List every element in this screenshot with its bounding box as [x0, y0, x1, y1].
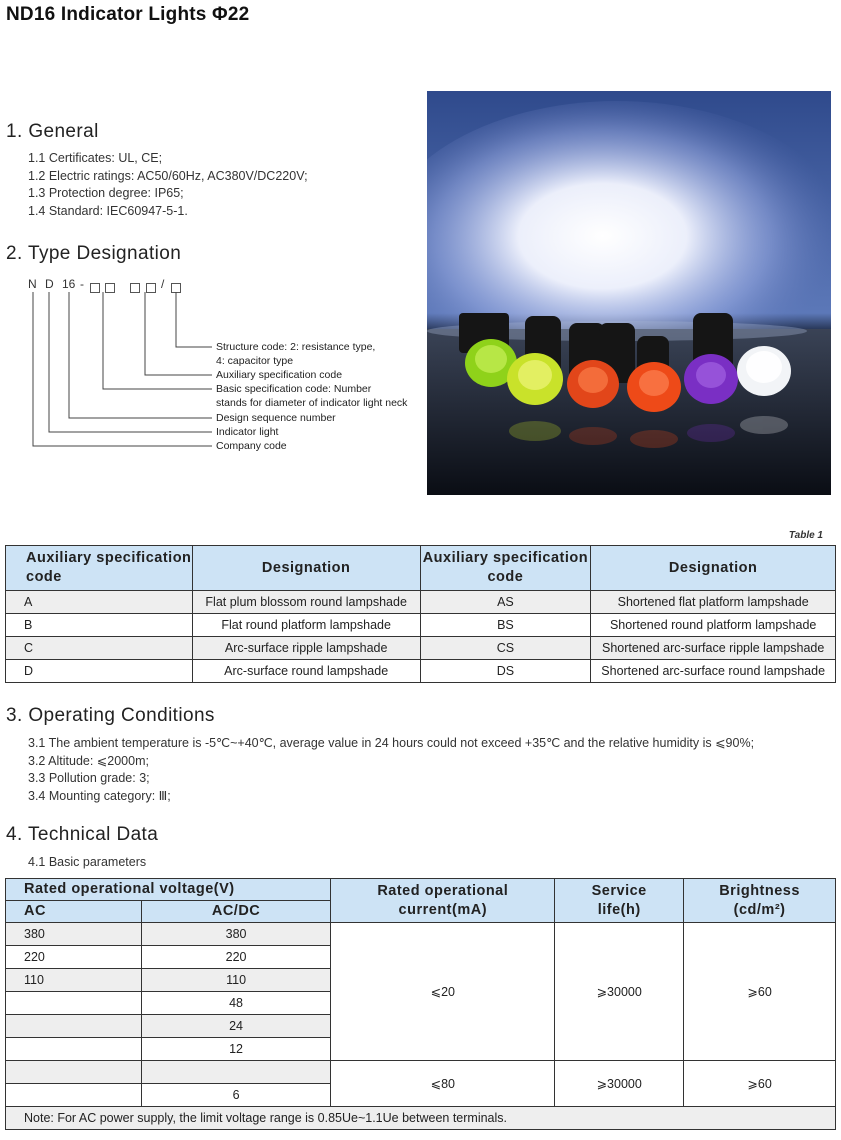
- cell-ac: 380: [6, 923, 142, 946]
- header-brightness: Brightness (cd/m²): [684, 879, 836, 923]
- section-operating-heading: 3. Operating Conditions: [6, 705, 215, 726]
- cell-ac: 110: [6, 969, 142, 992]
- header-acdc: AC/DC: [141, 901, 331, 923]
- operating-item: 3.1 The ambient temperature is -5℃~+40℃, average value in 24 hours could not exceed +35℃ and the relative humidity is ⩽90%;: [28, 736, 755, 750]
- cell-acdc: 48: [141, 992, 331, 1015]
- section-technical-heading: 4. Technical Data: [6, 824, 159, 845]
- general-item: 1.3 Protection degree: IP65;: [28, 186, 184, 200]
- label-company-code: Company code: [216, 440, 287, 452]
- table-row: [6, 1061, 836, 1084]
- code-letter-n: N: [28, 277, 37, 291]
- table1-header: Designation: [192, 546, 420, 591]
- technical-subheading: 4.1 Basic parameters: [28, 855, 147, 869]
- section-general-heading: 1. General: [6, 121, 99, 142]
- cell-brightness-group1: ⩾60: [684, 923, 836, 1061]
- table-cell: Arc-surface round lampshade: [192, 660, 420, 683]
- cell-ac: [6, 1084, 142, 1107]
- general-item: 1.1 Certificates: UL, CE;: [28, 151, 163, 165]
- general-item: 1.4 Standard: IEC60947-5-1.: [28, 203, 188, 218]
- cell-acdc: [141, 1061, 331, 1084]
- table1-caption: Table 1: [788, 530, 823, 541]
- page-title: ND16 Indicator Lights Φ22: [6, 4, 250, 25]
- table-note-row: [6, 1107, 836, 1130]
- product-photo: [427, 91, 831, 495]
- table-cell: A: [6, 591, 193, 614]
- cell-acdc: 220: [141, 946, 331, 969]
- cell-acdc: 24: [141, 1015, 331, 1038]
- table2-header-row: [6, 879, 836, 901]
- cell-ac: [6, 1038, 142, 1061]
- table1-header-row: [6, 546, 836, 591]
- cell-life-group2: ⩾30000: [555, 1061, 684, 1107]
- table-cell: Flat plum blossom round lampshade: [192, 591, 420, 614]
- table-cell: C: [6, 637, 193, 660]
- cell-ac: [6, 1061, 142, 1084]
- table-cell: CS: [420, 637, 591, 660]
- cell-current-group1: ⩽20: [331, 923, 555, 1061]
- cell-ac: [6, 1015, 142, 1038]
- section-type-designation-heading: 2. Type Designation: [6, 243, 182, 264]
- cell-ac: 220: [6, 946, 142, 969]
- label-basic-code: Basic specification code: Number stands for diameter of indicator light neck: [216, 383, 408, 409]
- label-indicator-light: Indicator light: [216, 426, 279, 438]
- table-cell: Shortened arc-surface ripple lampshade: [591, 637, 836, 660]
- table-cell: Shortened flat platform lampshade: [591, 591, 836, 614]
- cell-acdc: 6: [141, 1084, 331, 1107]
- table-cell: AS: [420, 591, 591, 614]
- table-note: Note: For AC power supply, the limit voltage range is 0.85Ue~1.1Ue between terminals.: [6, 1107, 836, 1130]
- cell-life-group1: ⩾30000: [555, 923, 684, 1061]
- header-rated-voltage: Rated operational voltage(V): [6, 879, 331, 901]
- operating-item: 3.2 Altitude: ⩽2000m;: [28, 753, 149, 768]
- table-cell: BS: [420, 614, 591, 637]
- code-slash: /: [161, 277, 165, 291]
- cell-acdc: 110: [141, 969, 331, 992]
- table-cell: Arc-surface ripple lampshade: [192, 637, 420, 660]
- header-rated-current: Rated operational current(mA): [331, 879, 555, 923]
- table1-header: Auxiliary specification code: [6, 546, 193, 591]
- cell-brightness-group2: ⩾60: [684, 1061, 836, 1107]
- cell-acdc: 380: [141, 923, 331, 946]
- code-letter-d: D: [45, 277, 54, 291]
- table-technical-data: [5, 878, 836, 1130]
- table-row: [6, 591, 836, 614]
- table-cell: Shortened round platform lampshade: [591, 614, 836, 637]
- table-cell: B: [6, 614, 193, 637]
- table-row: [6, 923, 836, 946]
- general-item: 1.2 Electric ratings: AC50/60Hz, AC380V/DC220V;: [28, 168, 308, 183]
- table-row: [6, 660, 836, 683]
- header-service-life: Service life(h): [555, 879, 684, 923]
- label-auxiliary-code: Auxiliary specification code: [216, 369, 343, 381]
- operating-list: [28, 735, 754, 805]
- table-row: [6, 614, 836, 637]
- operating-item: 3.4 Mounting category: Ⅲ;: [28, 788, 171, 803]
- table-cell: D: [6, 660, 193, 683]
- table1-header: Auxiliary specification code: [420, 546, 591, 591]
- header-ac: AC: [6, 901, 142, 923]
- table-cell: Shortened arc-surface round lampshade: [591, 660, 836, 683]
- table1-header: Designation: [591, 546, 836, 591]
- operating-item: 3.3 Pollution grade: 3;: [28, 771, 150, 785]
- label-design-sequence: Design sequence number: [216, 412, 336, 424]
- table-auxiliary-codes: [5, 545, 836, 683]
- code-number-16: 16: [62, 277, 76, 291]
- code-dash: -: [80, 277, 84, 291]
- cell-ac: [6, 992, 142, 1015]
- table-row: [6, 637, 836, 660]
- table-cell: DS: [420, 660, 591, 683]
- cell-acdc: 12: [141, 1038, 331, 1061]
- label-structure-code: Structure code: 2: resistance type, 4: capacitor type: [216, 341, 376, 367]
- cell-current-group2: ⩽80: [331, 1061, 555, 1107]
- table-cell: Flat round platform lampshade: [192, 614, 420, 637]
